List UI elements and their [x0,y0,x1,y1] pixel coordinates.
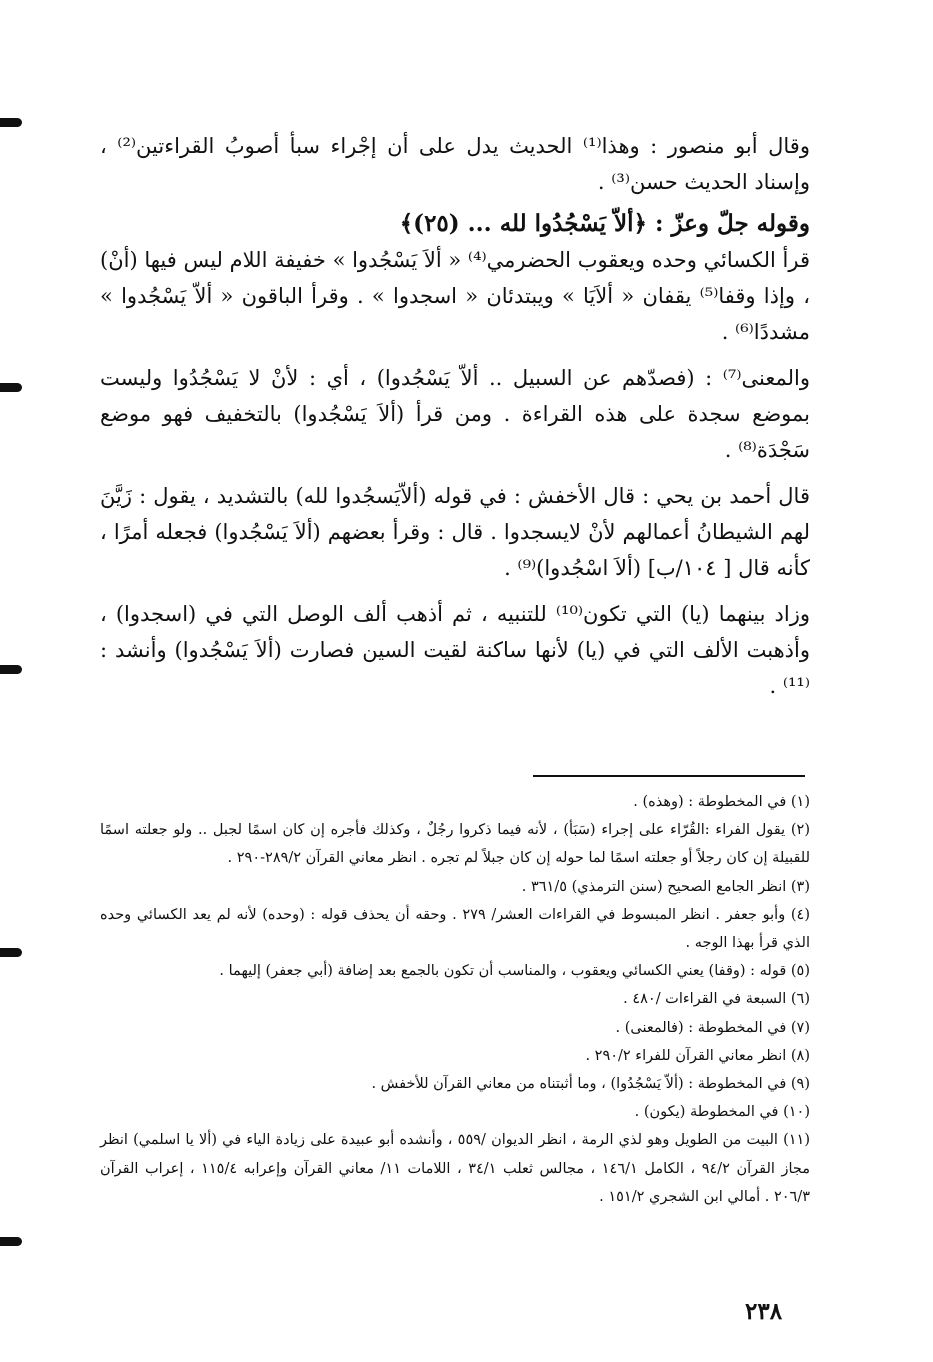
footnote-divider [533,775,805,777]
main-text [100,128,810,704]
footnote: (١) في المخطوطة : (وهذه) . [633,794,810,810]
scan-mark [0,383,22,392]
paragraph-abu-mansur: وقال أبو منصور : وهذا⁽¹⁾ الحديث يدل على أن إجْراء سبأ أصوبُ القراءتين⁽²⁾ ، وإسناد الحديث حسن⁽³⁾ . [100,134,810,194]
scan-mark [0,948,22,957]
footnotes [100,788,810,1211]
paragraph-ya-tanbih: وزاد بينهما (يا) التي تكون⁽¹⁰⁾ للتنبيه ، ثم أذهب ألف الوصل التي في (اسجدوا) ، وأذهبت الألف التي في (يا) لأنها ساكنة لقيت السين فصارت (ألاَ يَسْجُدوا) وأنشد :⁽¹¹⁾ . [100,602,811,698]
footnote: (٩) في المخطوطة : (ألاّ يَسْجُدُوا) ، وما أثبتناه من معاني القرآن للأخفش . [371,1076,810,1093]
footnote: (٧) في المخطوطة : (فالمعنى) . [615,1019,810,1036]
verse-heading: وقوله جلّ وعزّ : ﴿ألاّ يَسْجُدُوا لله ... (٢٥)﴾ [399,210,810,237]
footnote: (٨) انظر معاني القرآن للفراء ٢٩٠/٢ . [585,1047,810,1064]
paragraph-readings: قرأ الكسائي وحده ويعقوب الحضرمي⁽⁴⁾ « ألاَ يَسْجُدوا » خفيفة اللام ليس فيها (أنْ) ، وإذا وقفا⁽⁵⁾ يقفان « ألاَيَا » ويبتدئان « اسجدوا » . وقرأ الباقون « ألاّ يَسْجُدوا » مشددًا⁽⁶⁾ . [100,248,810,344]
footnote: (١٠) في المخطوطة (يكون) . [634,1104,810,1121]
paragraph-akhfash: قال أحمد بن يحي : قال الأخفش : في قوله (ألاّيَسجُدوا لله) بالتشديد ، يقول : زَيَّنَ لهم الشيطانُ أعمالهم لأنْ لايسجدوا . قال : وقرأ بعضهم (ألاَ يَسْجُدوا) فجعله أمرًا ، كأنه قال [ ١٠٤/ب] (ألاَ اسْجُدوا)⁽⁹⁾ . [100,484,810,580]
footnote: (٥) قوله : (وقفا) يعني الكسائي ويعقوب ، والمناسب أن تكون بالجمع بعد إضافة (أبي جعفر) إليهما . [219,963,810,980]
footnote: (١١) البيت من الطويل وهو لذي الرمة ، انظر الديوان /٥٥٩ ، وأنشده أبو عبيدة على زيادة الياء في (ألا يا اسلمي) انظر مجاز القرآن ٩٤/٢ ، الكامل ١٤٦/١ ، مجالس ثعلب ٣٤/١ ، اللامات ١١/ معاني القرآن وإعرابه ١١٥/٤ ، إعراب القرآن ٢٠٦/٣ . أمالي ابن الشجري ١٥١/٢ . [100,1132,810,1205]
footnote: (٣) انظر الجامع الصحيح (سنن الترمذي) ٣٦١/٥ . [521,878,810,895]
scan-mark [0,665,22,674]
paragraph-meaning: والمعنى⁽⁷⁾ : (فصدّهم عن السبيل .. ألاّ يَسْجُدوا) ، أي : لأنْ لا يَسْجُدُوا وليست بموضع سجدة على هذه القراءة . ومن قرأ (ألاَ يَسْجُدوا) بالتخفيف فهو موضع سَجْدَة⁽⁸⁾ . [100,366,810,462]
scan-mark [0,1237,22,1246]
page-number: ٢٣٨ [745,1298,783,1325]
footnote: (٤) وأبو جعفر . انظر المبسوط في القراءات العشر/ ٢٧٩ . وحقه أن يحذف قوله : (وحده) لأنه لم يعد الكسائي وحده الذي قرأ بهذا الوجه . [100,906,810,952]
footnote: (٢) يقول الفراء :القُرّاء على إجراء (سَبَأ) ، لأنه فيما ذكروا رجُلٌ ، وكذلك فأجره إن كان اسمًا لجبل .. ولو جعلته اسمًا للقبيلة إن كان رجلاً أو جعلته اسمًا لما حوله إن كان جبلاً لم تجره . انظر معاني القرآن ٢٨٩/٢-٢٩٠ . [100,822,810,867]
footnote: (٦) السبعة في القراءات /٤٨٠ . [623,991,810,1008]
scan-mark [0,118,22,127]
